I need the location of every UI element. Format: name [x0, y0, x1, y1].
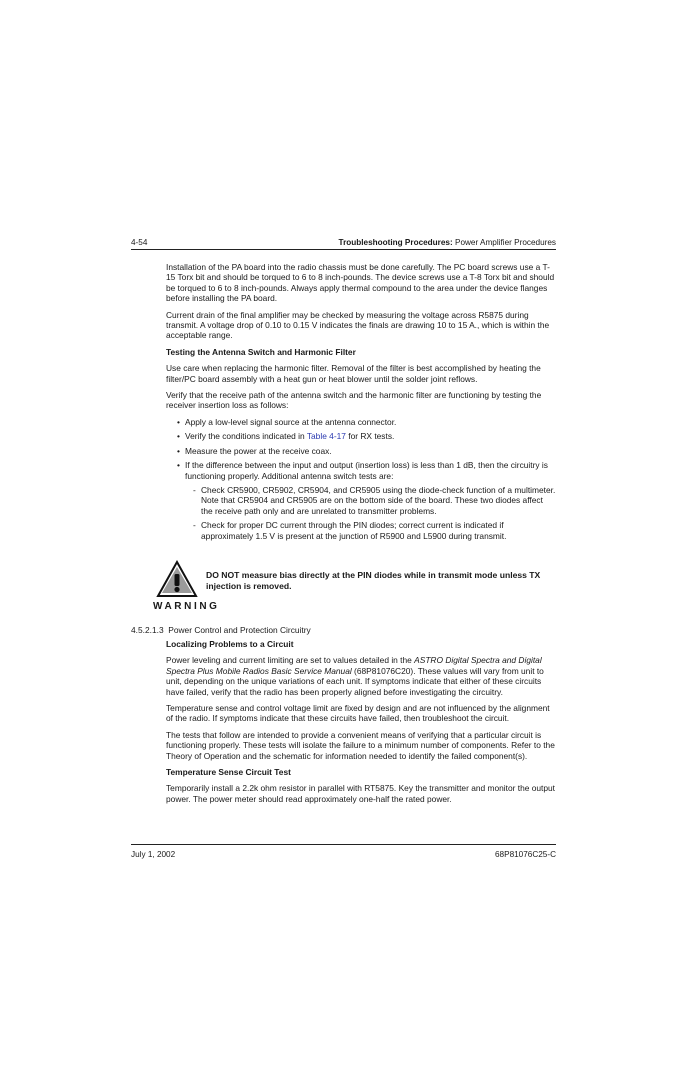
paragraph-verify-receive: Verify that the receive path of the antenna switch and the harmonic filter are functioning by testing the receiver insertion loss as follows:	[166, 390, 542, 411]
manual-title: ASTRO Digital Spectra and Digital Spectra Plus Mobile Radios Basic Service Manual	[166, 655, 542, 676]
paragraph-power-leveling	[166, 655, 556, 697]
list-item-text: Verify the conditions indicated in	[185, 431, 307, 442]
page-footer	[131, 850, 556, 859]
section-heading	[131, 625, 311, 635]
header-rule	[131, 249, 556, 250]
paragraph-resistor-test: Temporarily install a 2.2k ohm resistor in parallel with RT5875. Key the transmitter and monitor the output power. The power meter should read approximately one-half the rated power.	[166, 783, 555, 804]
list-item-text: If the difference between the input and output (insertion loss) is less than 1 dB, then the circuitry is functioning properly. Additional antenna switch tests are:	[185, 460, 548, 481]
main-content	[166, 262, 556, 547]
footer-date: July 1, 2002	[131, 850, 176, 859]
page-header	[131, 238, 556, 247]
sub-test-list	[193, 485, 556, 541]
test-steps-list	[177, 417, 556, 541]
heading-temperature-test: Temperature Sense Circuit Test	[166, 767, 291, 778]
list-item: • Measure the power at the receive coax.	[177, 446, 556, 456]
paragraph-text: Power leveling and current limiting are set to values detailed in the	[166, 655, 415, 666]
footer-doc-number: 68P81076C25-C	[495, 850, 556, 859]
running-title-bold: Troubleshooting Procedures:	[338, 238, 453, 247]
section-number: 4.5.2.1.3	[131, 625, 164, 635]
paragraph-current-drain: Current drain of the final amplifier may be checked by measuring the voltage across R5875 during transmit. A voltage drop of 0.10 to 0.15 V indicates the finals are drawing 10 to 15 A., which is within the acceptable range.	[166, 309, 550, 341]
warning-text: DO NOT measure bias directly at the PIN diodes while in transmit mode unless TX injection is removed.	[206, 570, 541, 591]
warning-triangle-icon	[156, 560, 198, 598]
heading-antenna-switch: Testing the Antenna Switch and Harmonic Filter	[166, 346, 356, 357]
paragraph-installation: Installation of the PA board into the radio chassis must be done carefully. The PC board screws use a T-15 Torx bit and should be torqued to 6 to 8 inch-pounds. The device screws use a T-8 Torx bit and should be torqued to 6 to 8 inch-pounds. Always apply thermal compound to the area under the device flanges before installing the PA board.	[166, 262, 555, 304]
warning-label: WARNING	[153, 601, 220, 612]
heading-localizing: Localizing Problems to a Circuit	[166, 639, 294, 649]
paragraph-text: (68P81076C20). These values will vary from unit to unit, depending on the unique variations of each unit. If symptoms indicate that either of these circuits have failed, verify that the radio has been properly aligned before investigating the circuitry.	[166, 665, 544, 697]
list-item: • Apply a low-level signal source at the antenna connector.	[177, 417, 556, 427]
running-title-rest: Power Amplifier Procedures	[452, 238, 556, 247]
section-title: Power Control and Protection Circuitry	[168, 625, 311, 635]
page-number: 4-54	[131, 238, 148, 247]
footer-rule	[131, 844, 556, 845]
paragraph-tests-intro: The tests that follow are intended to provide a convenient means of verifying that a particular circuit is functioning properly. These tests will isolate the failure to a minimum number of components. Refer to the Theory of Operation and the schematic for information needed to identify the failed component(s).	[166, 729, 555, 761]
table-link[interactable]: Table 4-17	[306, 431, 346, 442]
paragraph-harmonic-filter: Use care when replacing the harmonic filter. Removal of the filter is best accomplished by heating the filter/PC board assembly with a heat gun or heat blower until the solder joint reflows.	[166, 363, 541, 384]
sub-list-item: - Check CR5900, CR5902, CR5904, and CR5905 using the diode-check function of a multimeter. Note that CR5904 and CR5905 are on the bottom side of the board. These two diodes affect the receive path only and are unrelated to transmitter problems.	[193, 485, 556, 516]
warning-box	[152, 560, 562, 616]
running-title	[339, 238, 556, 247]
list-item	[177, 431, 556, 441]
paragraph-temperature-sense: Temperature sense and control voltage limit are fixed by design and are not influenced by the alignment of the radio. If symptoms indicate that these circuits have failed, then troubleshoot the circuit.	[166, 703, 550, 724]
sub-list-item: - Check for proper DC current through the PIN diodes; correct current is indicated if approximately 1.5 V is present at the junction of R5900 and L5900 during transmit.	[193, 520, 556, 541]
list-item-text: for RX tests.	[345, 431, 395, 442]
list-item	[177, 460, 556, 541]
section-content	[166, 639, 556, 810]
